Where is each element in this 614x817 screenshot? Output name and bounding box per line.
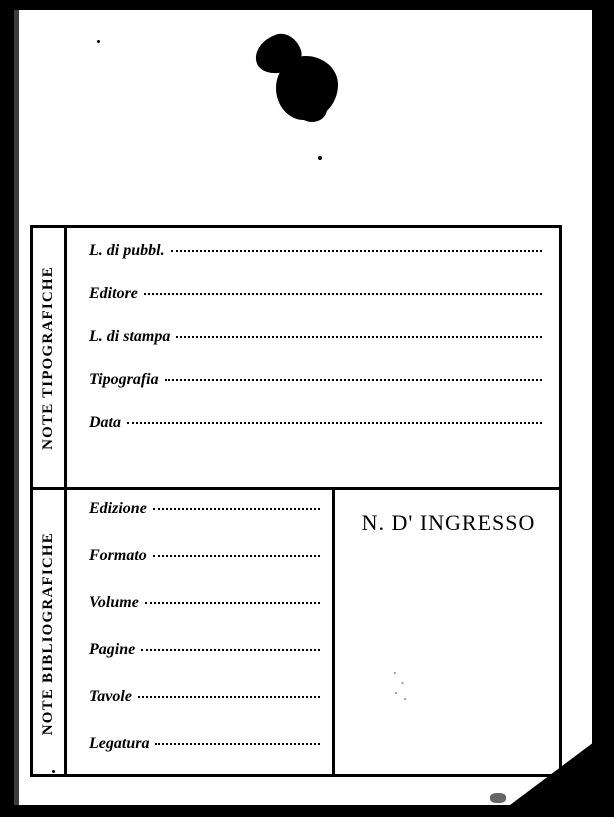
typographic-section-label xyxy=(33,228,67,487)
form-field-row[interactable] xyxy=(89,242,544,285)
bibliographic-section-label xyxy=(33,487,67,777)
field-label: Formato xyxy=(89,547,147,564)
bibliographic-section-label-text: NOTE BIBLIOGRAFICHE xyxy=(40,531,56,736)
field-dotted-line[interactable] xyxy=(141,648,320,651)
field-dotted-line[interactable] xyxy=(153,554,320,557)
field-label: Editore xyxy=(89,285,138,302)
form-field-row[interactable] xyxy=(89,500,322,547)
typographic-section-label-text: NOTE TIPOGRAFICHE xyxy=(40,265,56,450)
scan-corner-speckle xyxy=(490,793,506,803)
form-field-row[interactable] xyxy=(89,285,544,328)
scan-left-edge-shadow xyxy=(14,10,19,805)
field-dotted-line[interactable] xyxy=(155,742,320,745)
field-dotted-line[interactable] xyxy=(127,421,542,424)
field-label: Data xyxy=(89,414,121,431)
field-dotted-line[interactable] xyxy=(153,507,320,510)
field-dotted-line[interactable] xyxy=(176,335,542,338)
field-label: L. di stampa xyxy=(89,328,171,345)
field-dotted-line[interactable] xyxy=(165,378,542,381)
form-field-row[interactable] xyxy=(89,547,322,594)
field-label: Pagine xyxy=(89,641,136,658)
field-label: Volume xyxy=(89,594,139,611)
typographic-fields xyxy=(67,228,562,487)
field-dotted-line[interactable] xyxy=(171,249,542,252)
ink-speck xyxy=(318,156,322,160)
form-field-row[interactable] xyxy=(89,328,544,371)
form-field-row[interactable] xyxy=(89,688,322,735)
entry-number-box[interactable] xyxy=(335,490,562,777)
field-label: Tavole xyxy=(89,688,132,705)
form-field-row[interactable] xyxy=(89,641,322,688)
bibliographic-fields xyxy=(67,490,335,777)
ink-speck xyxy=(97,40,100,43)
entry-number-title: N. D' INGRESSO xyxy=(361,510,536,535)
field-label: L. di pubbl. xyxy=(89,242,165,259)
field-dotted-line[interactable] xyxy=(138,695,320,698)
ink-blot-icon xyxy=(297,96,327,122)
lower-section xyxy=(67,490,562,777)
field-label: Legatura xyxy=(89,735,150,752)
field-label: Tipografia xyxy=(89,371,159,388)
form-field-row[interactable] xyxy=(89,414,544,457)
form-card xyxy=(30,225,562,777)
field-dotted-line[interactable] xyxy=(144,292,542,295)
form-field-row[interactable] xyxy=(89,735,322,782)
form-field-row[interactable] xyxy=(89,371,544,414)
field-dotted-line[interactable] xyxy=(145,601,320,604)
field-label: Edizione xyxy=(89,500,147,517)
paper-smudge xyxy=(387,665,413,705)
form-field-row[interactable] xyxy=(89,594,322,641)
